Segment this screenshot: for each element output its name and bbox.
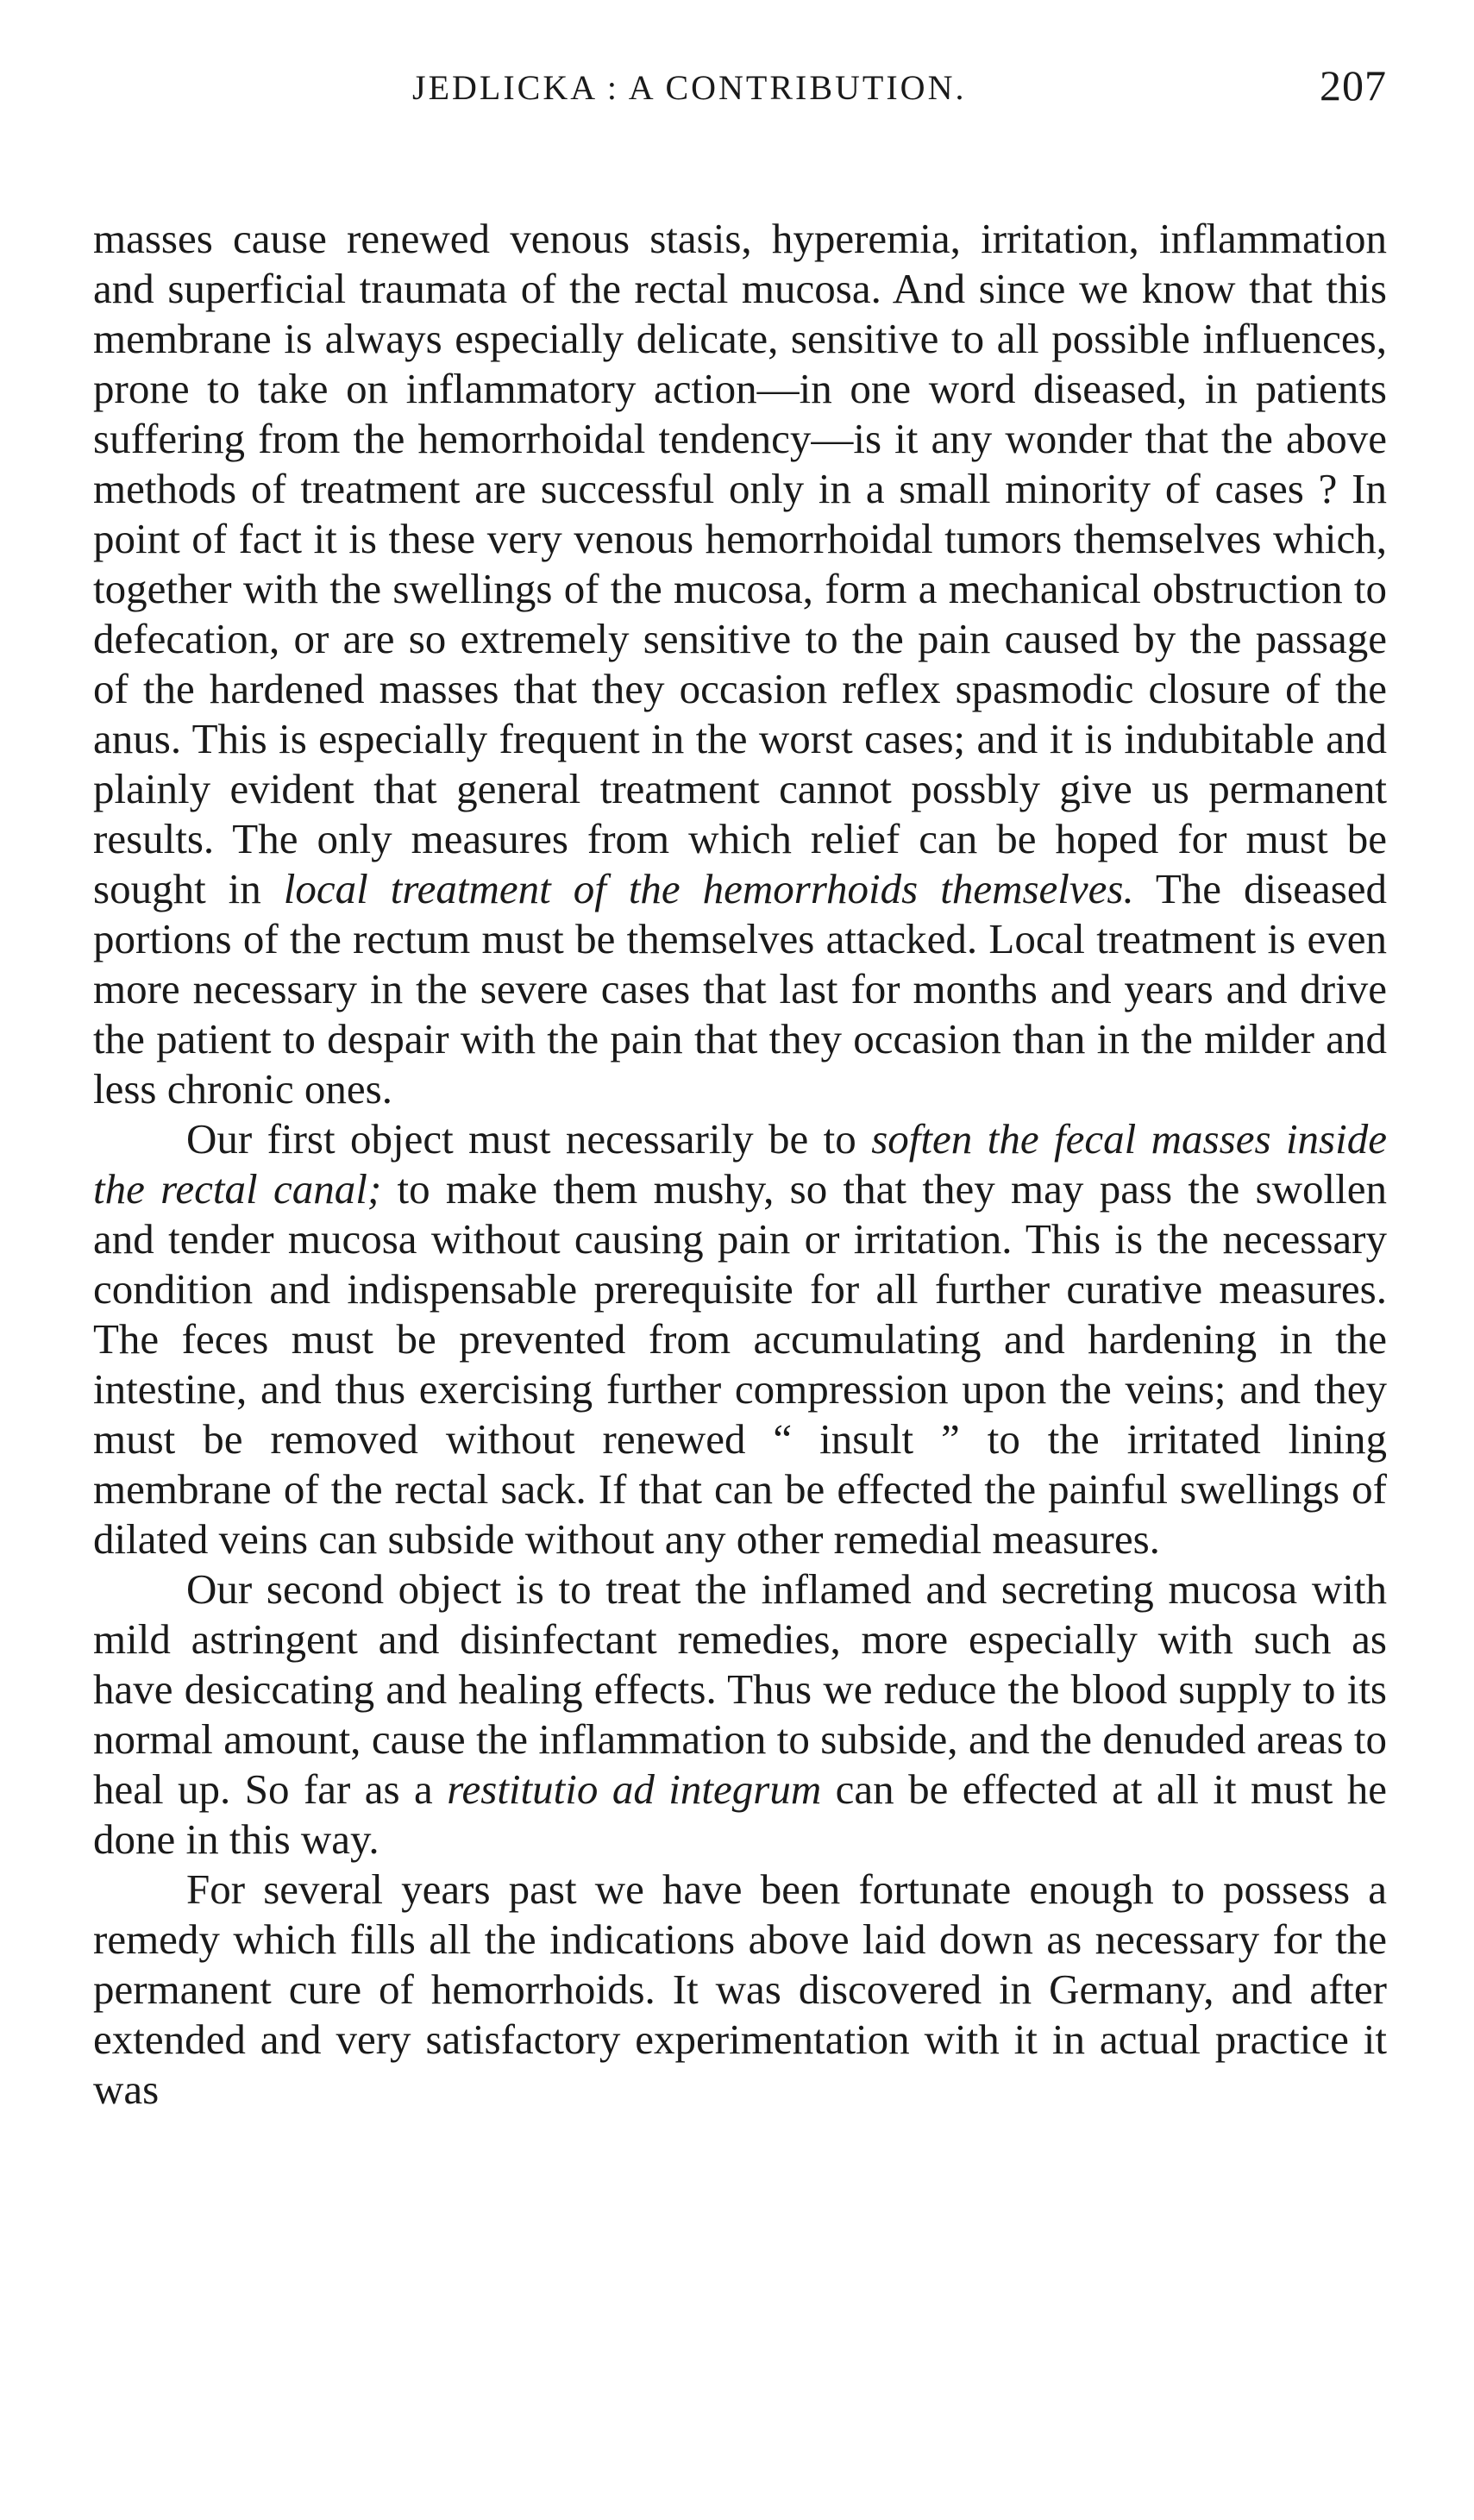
emphasis-restitutio: restitutio ad integrum bbox=[447, 1765, 822, 1813]
text-segment: Our first object must necessarily be to bbox=[186, 1115, 872, 1163]
page-number: 207 bbox=[1320, 61, 1387, 110]
paragraph-4 bbox=[93, 1865, 1387, 2115]
paragraph-3 bbox=[93, 1564, 1387, 1865]
text-segment: can be effected at all it must he done in this way. bbox=[93, 1765, 1388, 1863]
text-segment: Our second object is to treat the inflamed and secreting mucosa with mild astringent and disinfectant remedies, more especially with such as have desiccating and healing effects. Thus we reduce the blood supply to its normal amount, cause the inflammation to subside, and the denuded areas to heal up. So far as a bbox=[93, 1565, 1387, 1813]
book-page bbox=[93, 60, 1387, 2115]
emphasis-local-treatment: local treatment of the hemorrhoids themselves. bbox=[283, 865, 1134, 912]
text-segment: masses cause renewed venous stasis, hyperemia, irritation, inflammation and superficial traumata of the rectal mucosa. And since we know that this membrane is always especially delicate, sensitive to all possible influences, prone to take on inflammatory action—in one word diseased, in patients suffering from the hemorrhoidal tendency—is it any wonder that the above methods of treatment are successful only in a small minority of cases ? In point of fact it is these very venous hemorrhoidal tumors themselves which, together with the swellings of the mucosa, form a mechanical obstruction to defecation, or are so extremely sensitive to the pain caused by the passage of the hardened masses that they occasion reflex spasmodic closure of the anus. This is especially frequent in the worst cases; and it is indubitable and plainly evident that general treatment cannot possbly give us permanent results. The only measures from which relief can be hoped for must be sought in bbox=[93, 215, 1387, 912]
page-header bbox=[93, 60, 1387, 129]
emphasis-soften-fecal-masses: soften the fecal masses inside the rectal canal; bbox=[93, 1115, 1387, 1213]
body-text bbox=[93, 214, 1387, 2115]
text-segment: For several years past we have been fortunate enough to possess a remedy which fills all the indications above laid down as necessary for the permanent cure of hemorrhoids. It was discovered in Germany, and after extended and very satisfactory experimentation with it in actual practice it was bbox=[93, 1865, 1387, 2113]
running-head: JEDLICKA : A CONTRIBUTION. bbox=[412, 68, 967, 107]
text-segment: to make them mushy, so that they may pass the swollen and tender mucosa without causing pain or irritation. This is the necessary condition and indispensable prerequisite for all further curative measures. The feces must be prevented from accumulating and hardening in the intestine, and thus exercising further compression upon the veins; and they must be removed without renewed “ insult ” to the irritated lining membrane of the rectal sack. If that can be effected the painful swellings of dilated veins can subside without any other remedial measures. bbox=[93, 1165, 1387, 1563]
paragraph-2 bbox=[93, 1114, 1387, 1564]
paragraph-1 bbox=[93, 214, 1387, 1114]
text-segment: The diseased portions of the rectum must be themselves attacked. Local treatment is even more necessary in the severe cases that last for months and years and drive the patient to despair with the pain that they occasion than in the milder and less chronic ones. bbox=[93, 865, 1388, 1113]
